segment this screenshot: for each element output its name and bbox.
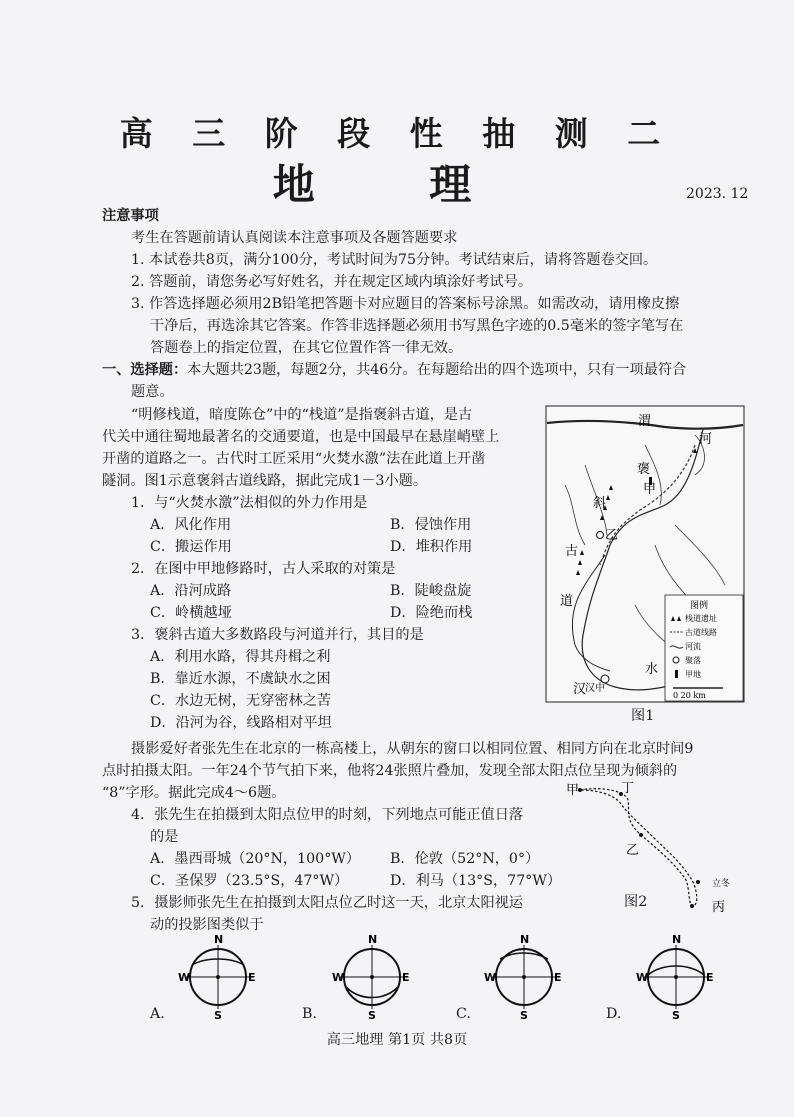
figure1-map [545,405,745,703]
q4-option-b: B．伦敦（52°N，0°） [390,851,540,867]
subject-title: 地 理 [272,160,522,209]
svg-text:S: S [214,1009,222,1020]
label-ding: 丁 [621,781,635,796]
q3-option-a: A．利用水路，得其舟楫之利 [150,649,331,665]
label-han: 汉 [573,682,587,697]
svg-text:W: W [484,971,497,984]
figure2-analemma [566,780,736,915]
svg-text:E: E [706,971,714,984]
notice-item-2: 2. 答题前，请您务必写好姓名，并在规定区域内填涂好考试号。 [131,274,533,290]
label-hanzhong: 汉中 [585,683,605,694]
svg-text:E: E [554,971,562,984]
svg-text:0 20 km: 0 20 km [673,691,706,700]
label-jia: 甲 [566,783,580,798]
passage2-line: 摄影爱好者张先生在北京的一栋高楼上，从朝东的窗口以相同位置、相同方向在北京时间9 [131,741,694,757]
q1-option-a: A．风化作用 [150,517,232,533]
svg-text:W: W [332,971,345,984]
compass-d [636,935,716,1020]
q5-option-c-label: C. [456,1006,471,1022]
q5-stem-cont: 动的投影图类似于 [150,917,264,933]
label-yi: 乙 [626,843,640,858]
q3-option-b: B．靠近水源，不虞缺水之困 [150,671,331,687]
q2-option-d: D．险绝而栈 [390,605,473,621]
label-dao: 道 [560,594,574,609]
notice-item-3: 3. 作答选择题必须用2B铅笔把答题卡对应题目的答案标号涂黑。如需改动，请用橡皮擦 [131,296,680,312]
label-jia: 甲 [643,482,657,497]
svg-text:聚落: 聚落 [685,656,701,665]
passage1-line: 隧洞。图1示意褒斜古道线路，据此完成1－3小题。 [102,473,428,489]
notice-item-3-cont: 干净后，再选涂其它答案。作答非选择题必须用书写黑色字迹的0.5毫米的签字笔写在 [150,318,684,334]
q4-option-c: C．圣保罗（23.5°S，47°W） [150,873,349,889]
exam-title: 高 三 阶 段 性 抽 测 二 [119,114,675,153]
passage2-line: “8”字形。据此完成4～6题。 [102,785,286,801]
figure2-caption: 图2 [624,894,648,910]
q5-stem: 5．摄影师张先生在拍摄到太阳点位乙时这一天，北京太阳视运 [131,895,524,911]
label-gu: 古 [565,544,579,559]
svg-text:N: N [368,935,378,946]
label-shui: 水 [645,662,659,677]
svg-text:图例: 图例 [690,601,709,611]
label-bing: 丙 [712,900,726,915]
q5-option-b-label: B. [302,1006,317,1022]
svg-text:S: S [672,1009,680,1020]
svg-text:N: N [520,935,530,946]
q3-stem: 3．褒斜古道大多数路段与河道并行，其目的是 [131,627,424,643]
notice-heading: 注意事项 [102,208,159,224]
label-yi: 乙 [605,528,619,543]
q5-option-d-label: D. [606,1006,622,1022]
q1-stem: 1．与“火焚水激”法相似的外力作用是 [131,495,368,511]
q3-option-c: C．水边无树，无穿密林之苦 [150,693,332,709]
passage1-line: “明修栈道，暗度陈仓”中的“栈道”是指褒斜古道，是古 [131,407,473,423]
svg-text:河流: 河流 [685,642,701,651]
compass-a [178,935,258,1020]
q3-option-d: D．沿河为谷，线路相对平坦 [150,715,332,731]
notice-intro: 考生在答题前请认真阅读本注意事项及各题答题要求 [131,230,458,246]
label-bao: 褒 [637,462,651,477]
svg-text:S: S [520,1009,528,1020]
svg-text:E: E [248,971,256,984]
section-heading-cont: 题意。 [131,384,174,400]
compass-c [484,935,564,1020]
q4-option-d: D．利马（13°S，77°W） [390,873,562,889]
q1-option-d: D．堆积作用 [390,539,473,555]
label-xie: 斜 [593,496,607,511]
svg-text:古道线路: 古道线路 [685,628,717,637]
label-he: 河 [699,432,713,447]
q2-option-b: B．陡峻盘旋 [390,583,472,599]
figure1-caption: 图1 [631,708,655,724]
svg-text:栈道遗址: 栈道遗址 [685,614,717,623]
svg-text:E: E [402,971,410,984]
svg-text:甲地: 甲地 [685,670,701,679]
q4-stem: 4．张先生在拍摄到太阳点位甲的时刻，下列地点可能正值日落 [131,807,524,823]
section-heading: 一、选择题：本大题共23题，每题2分，共46分。在每题给出的四个选项中，只有一项最符合 [102,362,687,378]
label-wei: 渭 [638,414,652,429]
map-legend [665,595,743,701]
compass-b [332,935,412,1020]
q1-option-b: B．侵蚀作用 [390,517,472,533]
q4-option-a: A．墨西哥城（20°N，100°W） [150,851,361,867]
svg-text:W: W [178,971,191,984]
svg-text:W: W [636,971,649,984]
q1-option-c: C．搬运作用 [150,539,232,555]
q2-option-a: A．沿河成路 [150,583,232,599]
passage1-line: 开凿的道路之一。古代时工匠采用“火焚水激”法在此道上开凿 [102,451,486,467]
q4-stem-cont: 的是 [150,829,179,845]
notice-item-1: 1. 本试卷共8页，满分100分，考试时间为75分钟。考试结束后，请将答题卷交回。 [131,252,658,268]
q5-option-a-label: A. [150,1006,165,1022]
exam-date: 2023. 12 [686,186,749,202]
label-lidong: 立冬 [712,879,731,889]
q2-stem: 2．在图中甲地修路时，古人采取的对策是 [131,561,396,577]
page-footer: 高三地理 第1页 共8页 [326,1032,468,1048]
svg-text:N: N [214,935,224,946]
notice-item-3-cont2: 答题卷上的指定位置，在其它位置作答一律无效。 [150,340,463,356]
q2-option-c: C．岭横越垭 [150,605,232,621]
passage1-line: 代关中通往蜀地最著名的交通要道，也是中国最早在悬崖峭壁上 [102,429,500,445]
passage2-line: 点时拍摄太阳。一年24个节气拍下来，他将24张照片叠加，发现全部太阳点位呈现为倾斜的 [102,763,678,779]
svg-text:S: S [368,1009,376,1020]
svg-text:N: N [672,935,682,946]
